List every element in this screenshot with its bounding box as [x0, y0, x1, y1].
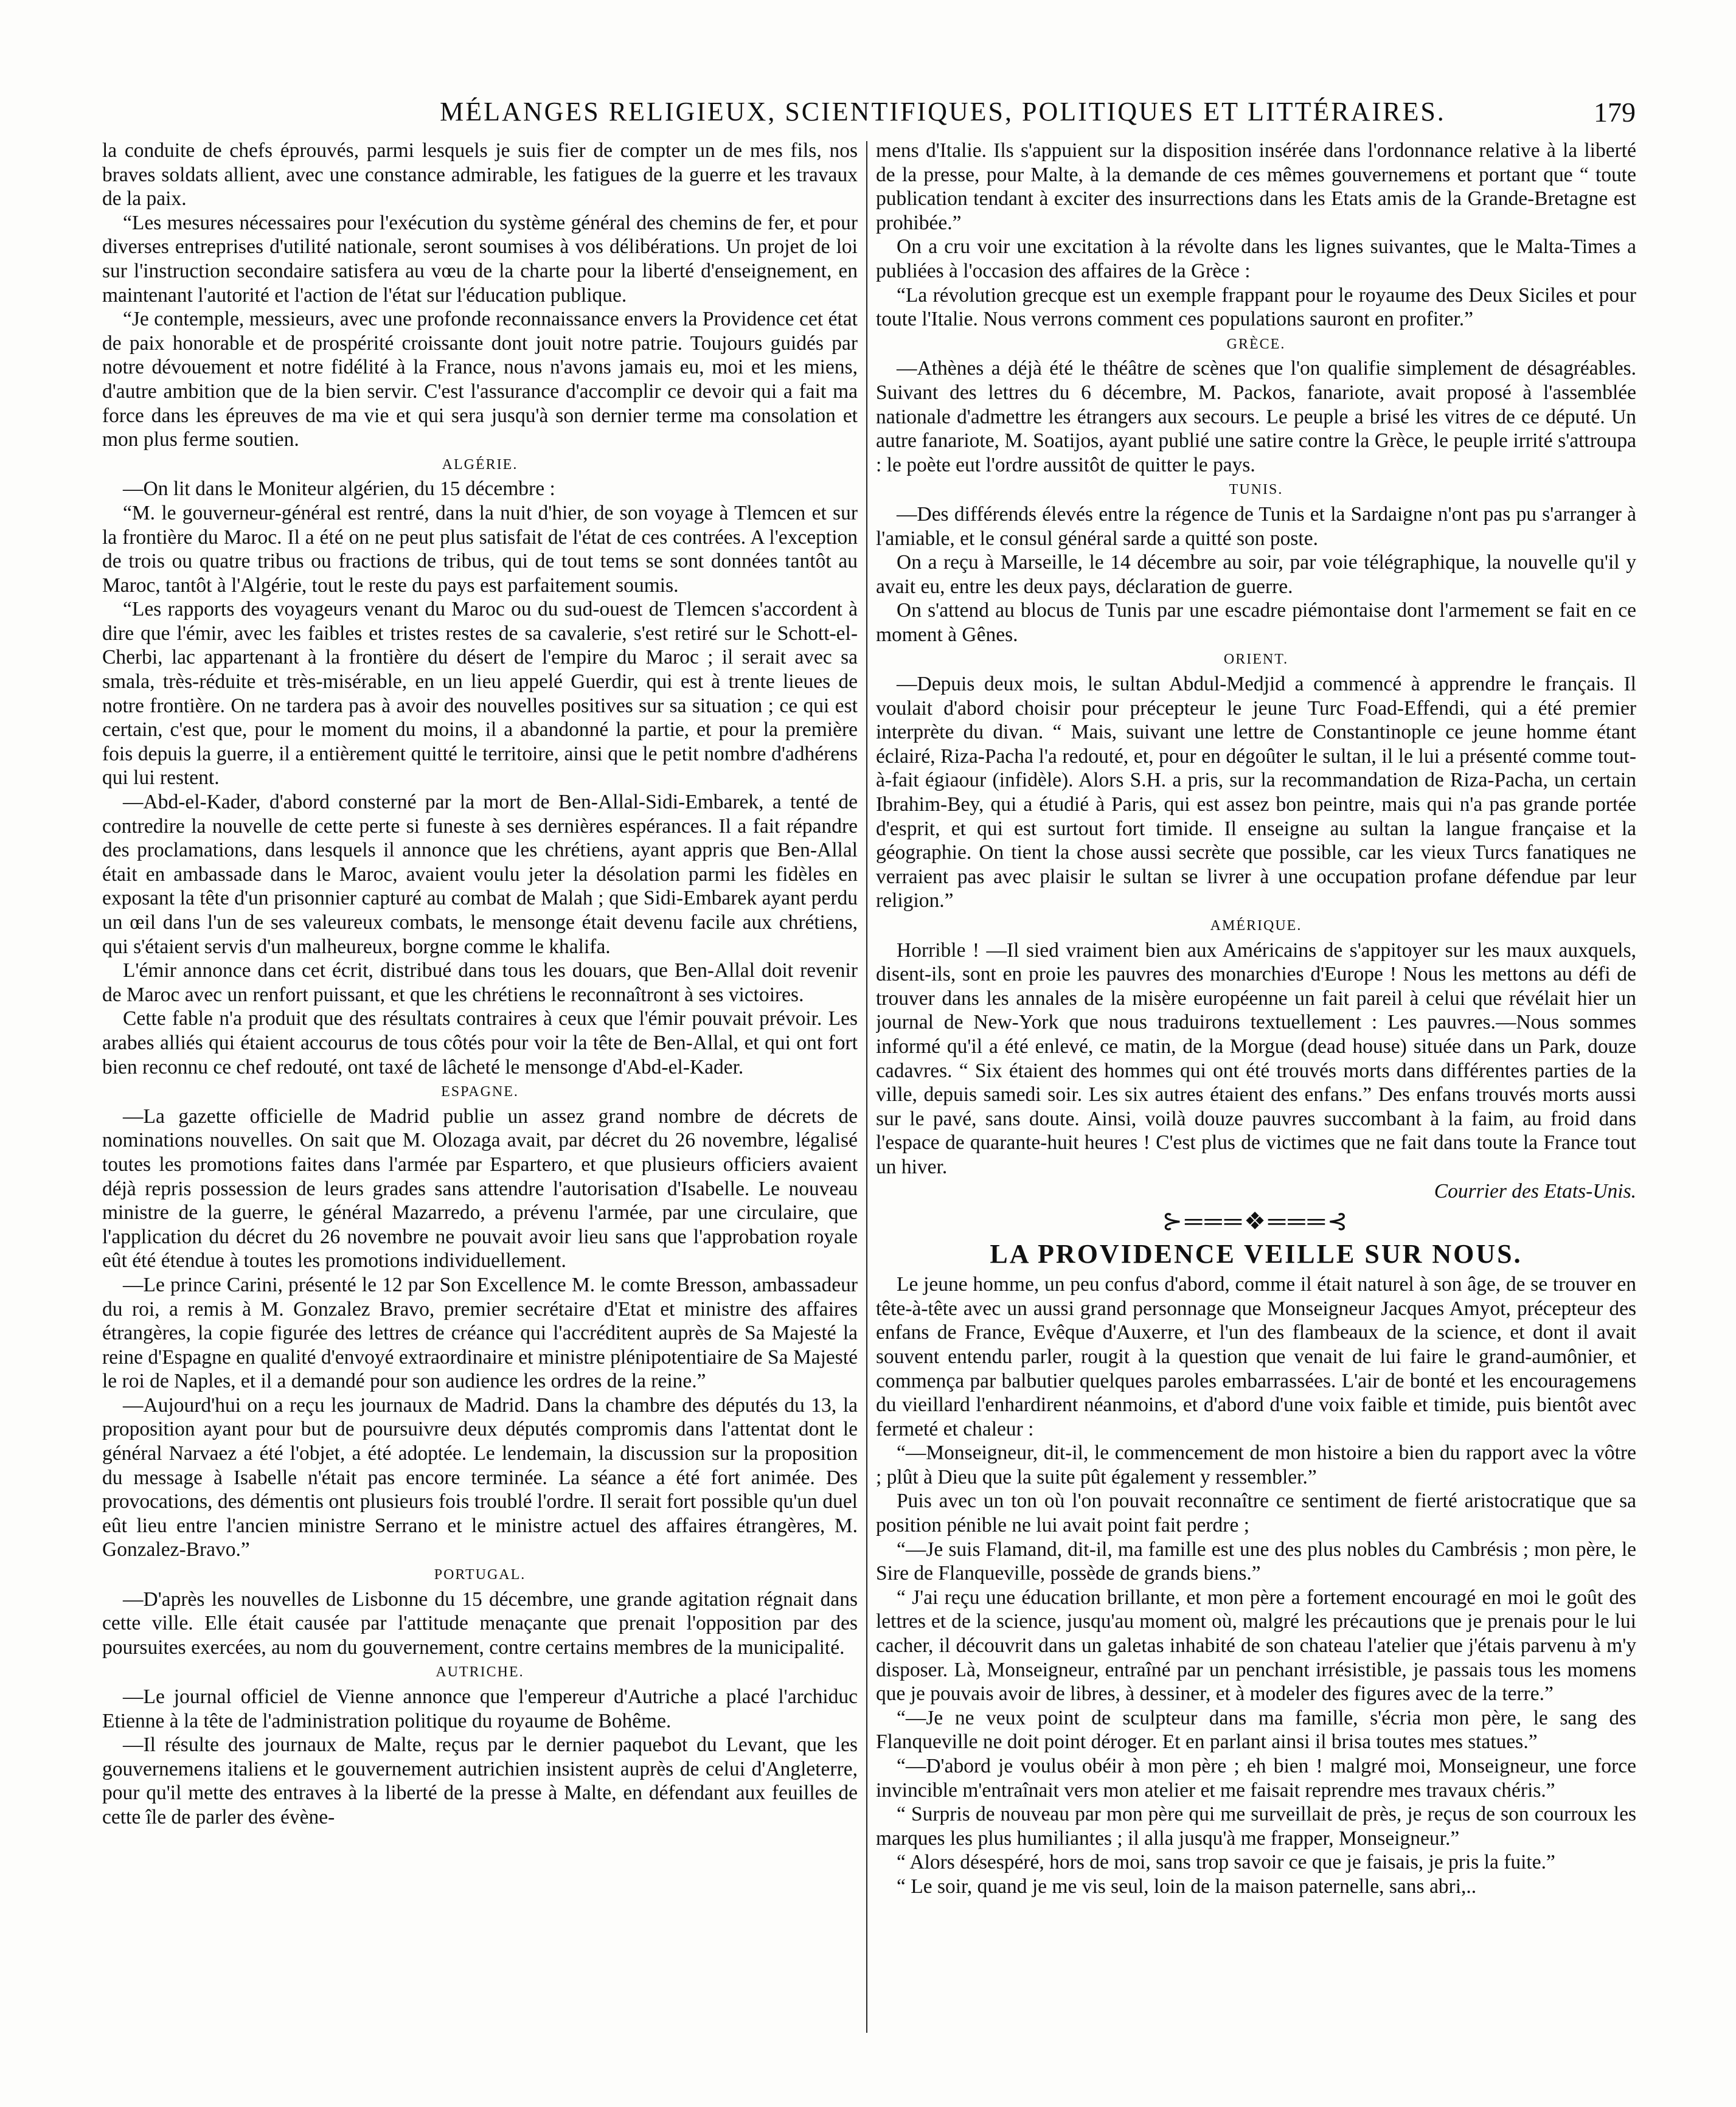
- section-heading-espagne: ESPAGNE.: [441, 1084, 519, 1100]
- paragraph: “ Alors désespéré, hors de moi, sans trop savoir ce que je faisais, je pris la fuite.”: [897, 1851, 1555, 1874]
- paragraph: Puis avec un ton où l'on pouvait reconnaître ce sentiment de fierté aristocratique que sa position pénible ne lui avait point fait perdre ;: [876, 1490, 1636, 1537]
- paragraph: On a cru voir une excitation à la révolte dans les lignes suivantes, que le Malta-Times a publiées à l'occasion des affaires de la Grèce :: [876, 235, 1636, 282]
- paragraph: —Le prince Carini, présenté le 12 par Son Excellence M. le comte Bresson, ambassadeur du roi, a remis à M. Gonzalez Bravo, premier secrétaire d'Etat et ministre des affaires étrangères, la copie figurée des lettres de créance qui l'accréditent auprès de Sa Majesté la reine d'Espagne en qualité d'envoyé extraordinaire et ministre plénipotentiaire de Sa Majesté le roi de Naples, et il a demandé pour son audience les ordres de la reine.”: [102, 1273, 858, 1393]
- story-title: LA PROVIDENCE VEILLE SUR NOUS.: [990, 1239, 1522, 1269]
- paragraph: “ J'ai reçu une éducation brillante, et mon père a fortement encouragé en moi le goût des lettres et de la science, jusqu'au moment où, malgré les précautions que je prenais pour le lui cacher, il découvrit dans un galetas inhabité de son chateau l'atelier que j'étais parvenu à m'y disposer. Là, Monseigneur, entraîné par un penchant irrésistible, je passais tous les momens que je pouvais avoir de libres, à dessiner, et à modeler des figures avec de la terre.”: [876, 1586, 1636, 1706]
- section-heading-autriche: AUTRICHE.: [436, 1664, 524, 1681]
- paragraph: Le jeune homme, un peu confus d'abord, comme il était naturel à son âge, de se trouver en tête-à-tête avec un aussi grand personnage que Monseigneur Jacques Amyot, précepteur des enfans de France, Evêque d'Auxerre, et l'un des flambeaux de la science, et dont il avait souvent entendu parler, rougit à la question que venait de lui faire le grand-aumônier, et commença par balbutier quelques paroles embarrassées. L'air de bonté et les encouragemens du vieillard l'enhardirent néanmoins, et d'abord d'une voix faible et timide, puis bientôt avec fermeté et chaleur :: [876, 1273, 1636, 1440]
- running-title: MÉLANGES RELIGIEUX, SCIENTIFIQUES, POLITIQUES ET LITTÉRAIRES.: [440, 97, 1446, 127]
- paragraph: —Aujourd'hui on a reçu les journaux de Madrid. Dans la chambre des députés du 13, la proposition ayant pour but de poursuivre deux députés compromis dans l'attentat dont le général Narvaez a été l'objet, a été adoptée. Le lendemain, la discussion sur la proposition du message à Isabelle n'était pas encore terminée. La séance a été fort animée. Des provocations, des démentis ont plusieurs fois troublé l'ordre. Il serait fort possible qu'un duel eût lieu entre l'ancien ministre Serrano et le ministre actuel des affaires étrangères, M. Gonzalez-Bravo.”: [102, 1394, 858, 1561]
- paragraph: —Depuis deux mois, le sultan Abdul-Medjid a commencé à apprendre le français. Il voulait d'abord choisir pour précepteur le jeune Turc Foad-Effendi, qui a été premier interprète du divan. “ Mais, suivant une lettre de Constantinople ce jeune homme étant éclairé, Riza-Pacha l'a redouté, et, pour en dégoûter le sultan, il le lui a présenté comme tout-à-fait égiaour (infidèle). Alors S.H. a pris, sur la recommandation de Riza-Pacha, un certain Ibrahim-Bey, qui a étudié à Paris, qui est assez bon peintre, mais qui n'a pas grande portée d'esprit, et qui est surtout fort timide. Il enseigne au sultan la langue française et la géographie. On tient la chose aussi secrète que possible, car les vieux Turcs fanatiques ne verraient pas avec plaisir le sultan se livrer à une occupation profane défendue par leur religion.”: [876, 673, 1636, 912]
- section-heading-orient: ORIENT.: [1223, 651, 1289, 668]
- paragraph: —On lit dans le Moniteur algérien, du 15 décembre :: [123, 477, 555, 501]
- paragraph: Cette fable n'a produit que des résultats contraires à ceux que l'émir pouvait prévoir. Les arabes alliés qui étaient accourus de tous côtés pour voir la tête de Ben-Allal, et qui ont fort bien reconnu ce chef redouté, ont taxé de lâcheté le mensonge d'Abd-el-Kader.: [102, 1007, 858, 1078]
- paragraph: On s'attend au blocus de Tunis par une escadre piémontaise dont l'armement se fait en ce moment à Gênes.: [876, 599, 1636, 646]
- paragraph: —Athènes a déjà été le théâtre de scènes que l'on qualifie simplement de désagréables. Suivant des lettres du 6 décembre, M. Packos, fanariote, avait proposé à l'assemblée nationale d'admettre les étrangers aux secours. Le peuple a brisé les vitres de ce député. Un autre fanariote, M. Soatijos, ayant publié une satire contre la Grèce, le peuple irrité s'attroupa : le poète eut l'ordre aussitôt de quitter le pays.: [876, 357, 1636, 476]
- paragraph: “Les rapports des voyageurs venant du Maroc ou du sud-ouest de Tlemcen s'accordent à dire que l'émir, avec les faibles et tristes restes de sa cavalerie, s'est retiré sur le Schott-el-Cherbi, lac appartenant à la frontière du désert de l'empire du Maroc ; il serait avec sa smala, très-réduite et très-misérable, en un lieu appelé Guerdir, qui est à trente lieues de notre frontière. On ne tardera pas à avoir des nouvelles positives sur sa situation ; ce qui est certain, c'est que, pour le moment du moins, il a abandonné la partie, et pour la première fois depuis la guerre, il a entièrement quitté le territoire, ainsi que le petit nombre d'adhérens qui lui restent.: [102, 598, 858, 790]
- paragraph: “—Je ne veux point de sculpteur dans ma famille, s'écria mon père, le sang des Flanqueville ne doit point déroger. Et en parlant ainsi il brisa toutes mes statues.”: [876, 1706, 1636, 1754]
- paragraph: “ Le soir, quand je me vis seul, loin de la maison paternelle, sans abri,..: [897, 1875, 1477, 1898]
- paragraph: “Les mesures nécessaires pour l'exécution du système général des chemins de fer, et pour diverses entreprises d'utilité nationale, seront soumises à vos délibérations. Un projet de loi sur l'instruction secondaire satisfera au vœu de la charte pour la liberté d'enseignement, en maintenant l'autorité et l'action de l'état sur l'éducation publique.: [102, 211, 858, 307]
- right-column: [876, 139, 1636, 2049]
- paragraph: mens d'Italie. Ils s'appuient sur la disposition insérée dans l'ordonnance relative à la liberté de la presse, pour Malte, à la demande de ces mêmes gouvernemens et portant que “ toute publication tendant à exciter des insurrections dans les Etats amis de la Grande-Bretagne est prohibée.”: [876, 139, 1636, 234]
- section-heading-portugal: PORTUGAL.: [434, 1567, 526, 1583]
- paragraph: —Des différends élevés entre la régence de Tunis et la Sardaigne n'ont pas pu s'arranger à l'amiable, et le consul général sarde a quitté son poste.: [876, 502, 1636, 550]
- paragraph: —Le journal officiel de Vienne annonce que l'empereur d'Autriche a placé l'archiduc Etienne à la tête de l'administration politique du royaume de Bohême.: [102, 1685, 858, 1732]
- paragraph: “—D'abord je voulus obéir à mon père ; eh bien ! malgré moi, Monseigneur, une force invincible m'entraînait vers mon atelier et me faisait reprendre mes travaux chéris.”: [876, 1755, 1636, 1802]
- section-heading-tunis: TUNIS.: [1229, 482, 1283, 498]
- page-number: 179: [1594, 97, 1636, 128]
- paragraph: “M. le gouverneur-général est rentré, dans la nuit d'hier, de son voyage à Tlemcen et sur la frontière du Maroc. Il a été on ne peut plus satisfait de l'état de ces contrées. A l'exception de trois ou quatre tribus ou fractions de tribus, qui de tout tems se sont données tantôt au Maroc, tantôt à l'Algérie, tout le reste du pays est parfaitement soumis.: [102, 501, 858, 597]
- paragraph: —D'après les nouvelles de Lisbonne du 15 décembre, une grande agitation régnait dans cette ville. Elle était causée par l'attitude menaçante que prenait l'opposition par des poursuites exercées, au nom du gouvernement, contre certains membres de la municipalité.: [102, 1588, 858, 1659]
- section-heading-amerique: AMÉRIQUE.: [1210, 918, 1302, 934]
- section-heading-grece: GRÈCE.: [1226, 336, 1286, 352]
- paragraph: “—Je suis Flamand, dit-il, ma famille est une des plus nobles du Cambrésis ; mon père, le Sire de Flanqueville, possède de grands biens.”: [876, 1538, 1636, 1585]
- column-divider: [866, 141, 867, 2033]
- source-attribution: Courrier des Etats-Unis.: [1434, 1179, 1636, 1203]
- paragraph: “ Surpris de nouveau par mon père qui me surveillait de près, je reçus de son courroux les marques les plus humiliantes ; il alla jusqu'à me frapper, Monseigneur.”: [876, 1803, 1636, 1850]
- paragraph: “Je contemple, messieurs, avec une profonde reconnaissance envers la Providence cet état de paix honorable et de prospérité croissante dont jouit notre patrie. Toujours guidés par notre dévouement et notre fidélité à la France, nous n'avons jamais eu, moi et les miens, d'autre ambition que de la bien servir. C'est l'assurance d'accomplir ce devoir qui a fait ma force dans les épreuves de ma vie et qui sera jusqu'à son dernier terme ma consolation et mon plus ferme soutien.: [102, 308, 858, 451]
- section-heading-algerie: ALGÉRIE.: [442, 456, 518, 473]
- paragraph: la conduite de chefs éprouvés, parmi lesquels je suis fier de compter un de mes fils, nos braves soldats allient, avec une constance admirable, les fatigues de la guerre et les travaux de la paix.: [102, 139, 858, 210]
- paragraph: —Il résulte des journaux de Malte, reçus par le dernier paquebot du Levant, que les gouvernemens italiens et le gouvernement autrichien insistent auprès de celui d'Angleterre, pour qu'il mette des entraves à la liberté de la presse à Malte, en défendant aux feuilles de cette île de parler des évène-: [102, 1734, 858, 1828]
- paragraph: —Abd-el-Kader, d'abord consterné par la mort de Ben-Allal-Sidi-Embarek, a tenté de contredire la nouvelle de cette perte si funeste à ses dernières espérances. Il a fait répandre des proclamations, dans lesquels il annonce que les chrétiens, ayant appris que Ben-Allal était en ambassade dans le Maroc, avaient voulu jeter la désolation parmi les fidèles en exposant la tête d'un prisonnier capturé au combat de Malah ; que Sidi-Embarek ayant perdu un œil dans l'un de ses valeureux combats, le mensonge était devenu facile aux chrétiens, qui s'étaient servis d'un malheureux, borgne comme le khalifa.: [102, 791, 858, 958]
- paragraph: On a reçu à Marseille, le 14 décembre au soir, par voie télégraphique, la nouvelle qu'il y avait eu, entre les deux pays, déclaration de guerre.: [876, 551, 1636, 598]
- paragraph: L'émir annonce dans cet écrit, distribué dans tous les douars, que Ben-Allal doit revenir de Maroc avec un renfort puissant, et que les chrétiens le reconnaîtront à ses victoires.: [102, 959, 858, 1006]
- paragraph: Horrible ! —Il sied vraiment bien aux Américains de s'appitoyer sur les maux auxquels, disent-ils, sont en proie les pauvres des monarchies d'Europe ! Nous les mettons au défi de trouver dans les annales de la misère européenne un fait pareil à celui que révélait hier un journal de New-York que nous traduirons textuellement : Les pauvres.—Nous sommes informé qu'il a été enlevé, ce matin, de la Morgue (dead house) située dans un Park, douze cadavres. “ Six étaient des hommes qui ont été trouvés morts dans différentes parties de la ville, depuis samedi soir. Les six autres étaient des enfans.” Des enfans trouvés morts aussi sur le pavé, sans doute. Ainsi, voilà douze pauvres succombant à la faim, au froid dans l'espace de quarante-huit heures ! C'est plus de victimes que ne fait dans toute la France tout un hiver.: [876, 939, 1636, 1178]
- left-column: [102, 139, 858, 2049]
- paragraph: “—Monseigneur, dit-il, le commencement de mon histoire a bien du rapport avec la vôtre ; plût à Dieu que la suite pût également y ressembler.”: [876, 1442, 1636, 1488]
- ornament-divider: ⊱═══❖═══⊰: [1162, 1207, 1350, 1235]
- paragraph: —La gazette officielle de Madrid publie un assez grand nombre de décrets de nominations nouvelles. On sait que M. Olozaga avait, par décret du 26 novembre, légalisé toutes les promotions faites dans l'armée par Espartero, et que plusieurs officiers avaient déjà repris possession de leurs grades sans attendre l'autorisation d'Isabelle. Le nouveau ministre de la guerre, le général Mazarredo, a prévenu l'armée, par une circulaire, que l'application du décret du 26 novembre ne pouvait avoir lieu sans que l'approbation royale eût été étendue à toutes les promotions individuellement.: [102, 1105, 858, 1272]
- paragraph: “La révolution grecque est un exemple frappant pour le royaume des Deux Siciles et pour toute l'Italie. Nous verrons comment ces populations sauront en profiter.”: [876, 283, 1636, 331]
